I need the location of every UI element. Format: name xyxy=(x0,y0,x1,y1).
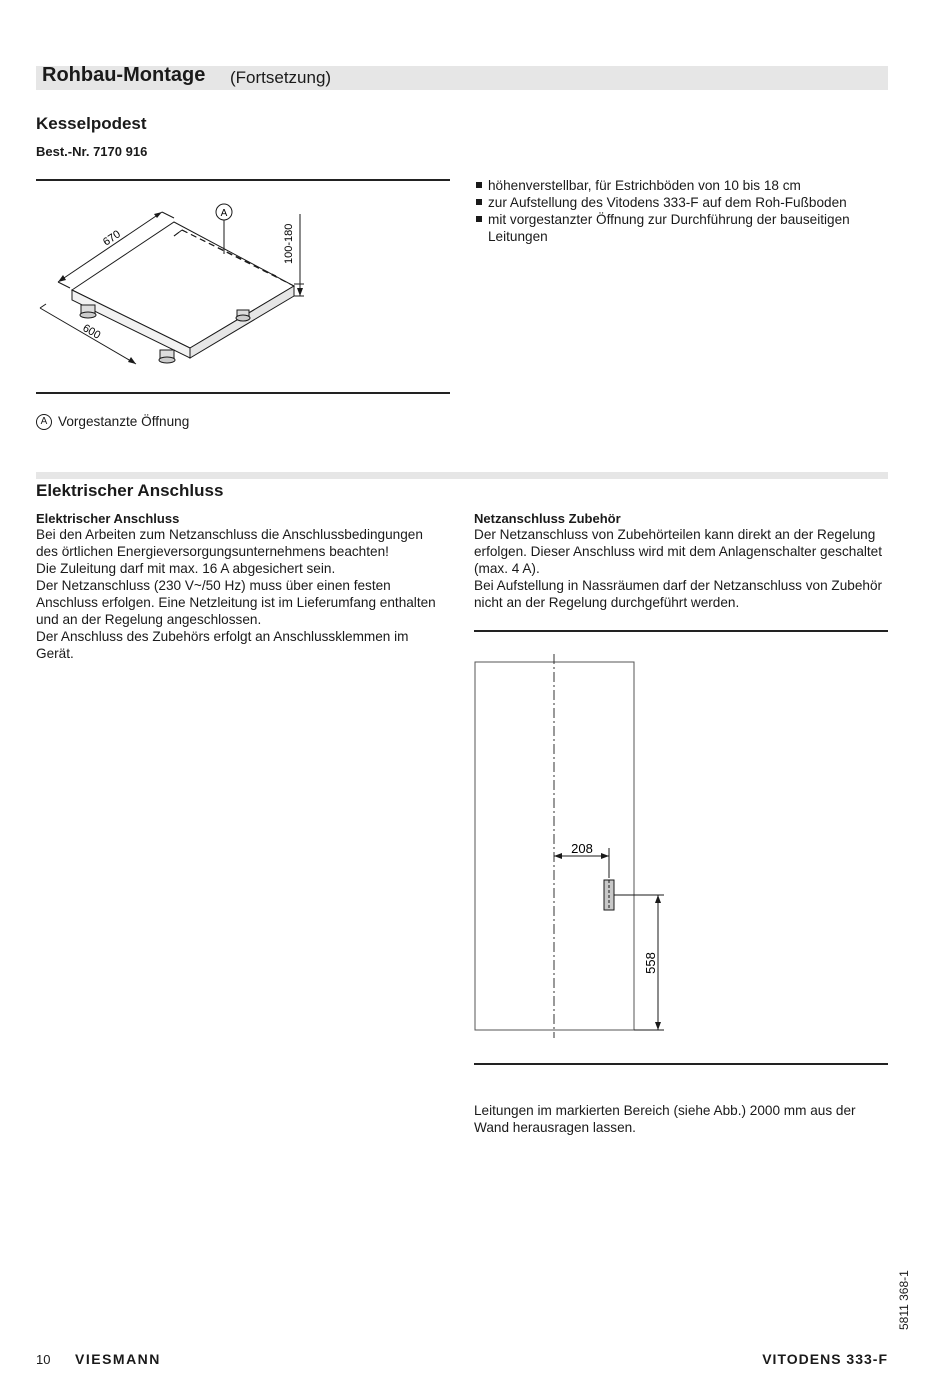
feature-item: zur Aufstellung des Vitodens 333-F auf dem Roh-Fußboden xyxy=(475,194,885,211)
dim-vertical-label: 558 xyxy=(643,952,658,974)
left-paragraph: Der Netzanschluss (230 V~/50 Hz) muss über einen festen Anschluss erfolgen. Eine Netzleitung ist im Lieferumfang enthalten und an der Regelung angeschlossen. xyxy=(36,578,436,627)
feature-item: mit vorgestanzter Öffnung zur Durchführung der bauseitigen Leitungen xyxy=(475,211,885,245)
feature-list xyxy=(475,177,885,245)
left-column xyxy=(36,511,446,662)
left-paragraph: Der Anschluss des Zubehörs erfolgt an Anschlussklemmen im Gerät. xyxy=(36,629,409,661)
dim-depth-label: 670 xyxy=(100,228,123,249)
page-title: Rohbau-Montage xyxy=(42,64,206,86)
right-paragraph: Der Netzanschluss von Zubehörteilen kann direkt an der Regelung erfolgen. Dieser Anschluss wird mit dem Anlagenschalter geschaltet (max. 4 A). xyxy=(474,527,883,576)
figure-bottom-rule xyxy=(36,392,450,394)
page-subtitle: (Fortsetzung) xyxy=(230,68,332,87)
page-number: 10 xyxy=(36,1352,51,1367)
figure2-top-rule xyxy=(474,630,888,632)
product-name: VITODENS 333-F xyxy=(762,1351,888,1367)
figure-marker-a: A xyxy=(220,208,228,219)
figure2-bottom-rule xyxy=(474,1063,888,1065)
section-heading-elektrischer-anschluss: Elektrischer Anschluss xyxy=(36,481,224,500)
document-code: 5811 368-1 xyxy=(897,1270,911,1330)
order-number: Best.-Nr. 7170 916 xyxy=(36,144,148,159)
feature-item: höhenverstellbar, für Estrichböden von 10 bis 18 cm xyxy=(475,177,885,194)
connection-area-figure xyxy=(474,640,888,1060)
dim-height-label: 100-180 xyxy=(283,223,295,264)
left-paragraph: Bei den Arbeiten zum Netzanschluss die Anschlussbedingungen des örtlichen Energieversorgungsunternehmens beachten! xyxy=(36,527,423,559)
left-paragraph: Die Zuleitung darf mit max. 16 A abgesichert sein. xyxy=(36,561,336,576)
left-subheading: Elektrischer Anschluss xyxy=(36,511,180,526)
figure2-caption: Leitungen im markierten Bereich (siehe Abb.) 2000 mm aus der Wand herausragen lassen. xyxy=(474,1103,856,1135)
right-paragraph: Bei Aufstellung in Nassräumen darf der Netzanschluss von Zubehör nicht an der Regelung durchgeführt werden. xyxy=(474,578,883,610)
section-heading-kesselpodest: Kesselpodest xyxy=(36,114,147,133)
legend-text: Vorgestanzte Öffnung xyxy=(58,414,190,429)
figure-top-rule xyxy=(36,179,450,181)
figure-legend xyxy=(36,413,189,430)
kesselpodest-figure xyxy=(36,184,450,390)
right-subheading: Netzanschluss Zubehör xyxy=(474,511,621,526)
dim-horizontal-label: 208 xyxy=(571,841,593,856)
section-bar xyxy=(36,472,888,479)
right-column xyxy=(474,511,886,611)
legend-marker-a: A xyxy=(36,414,52,430)
brand-logo: VIESMANN xyxy=(75,1351,161,1367)
dim-width-label: 600 xyxy=(80,322,103,342)
